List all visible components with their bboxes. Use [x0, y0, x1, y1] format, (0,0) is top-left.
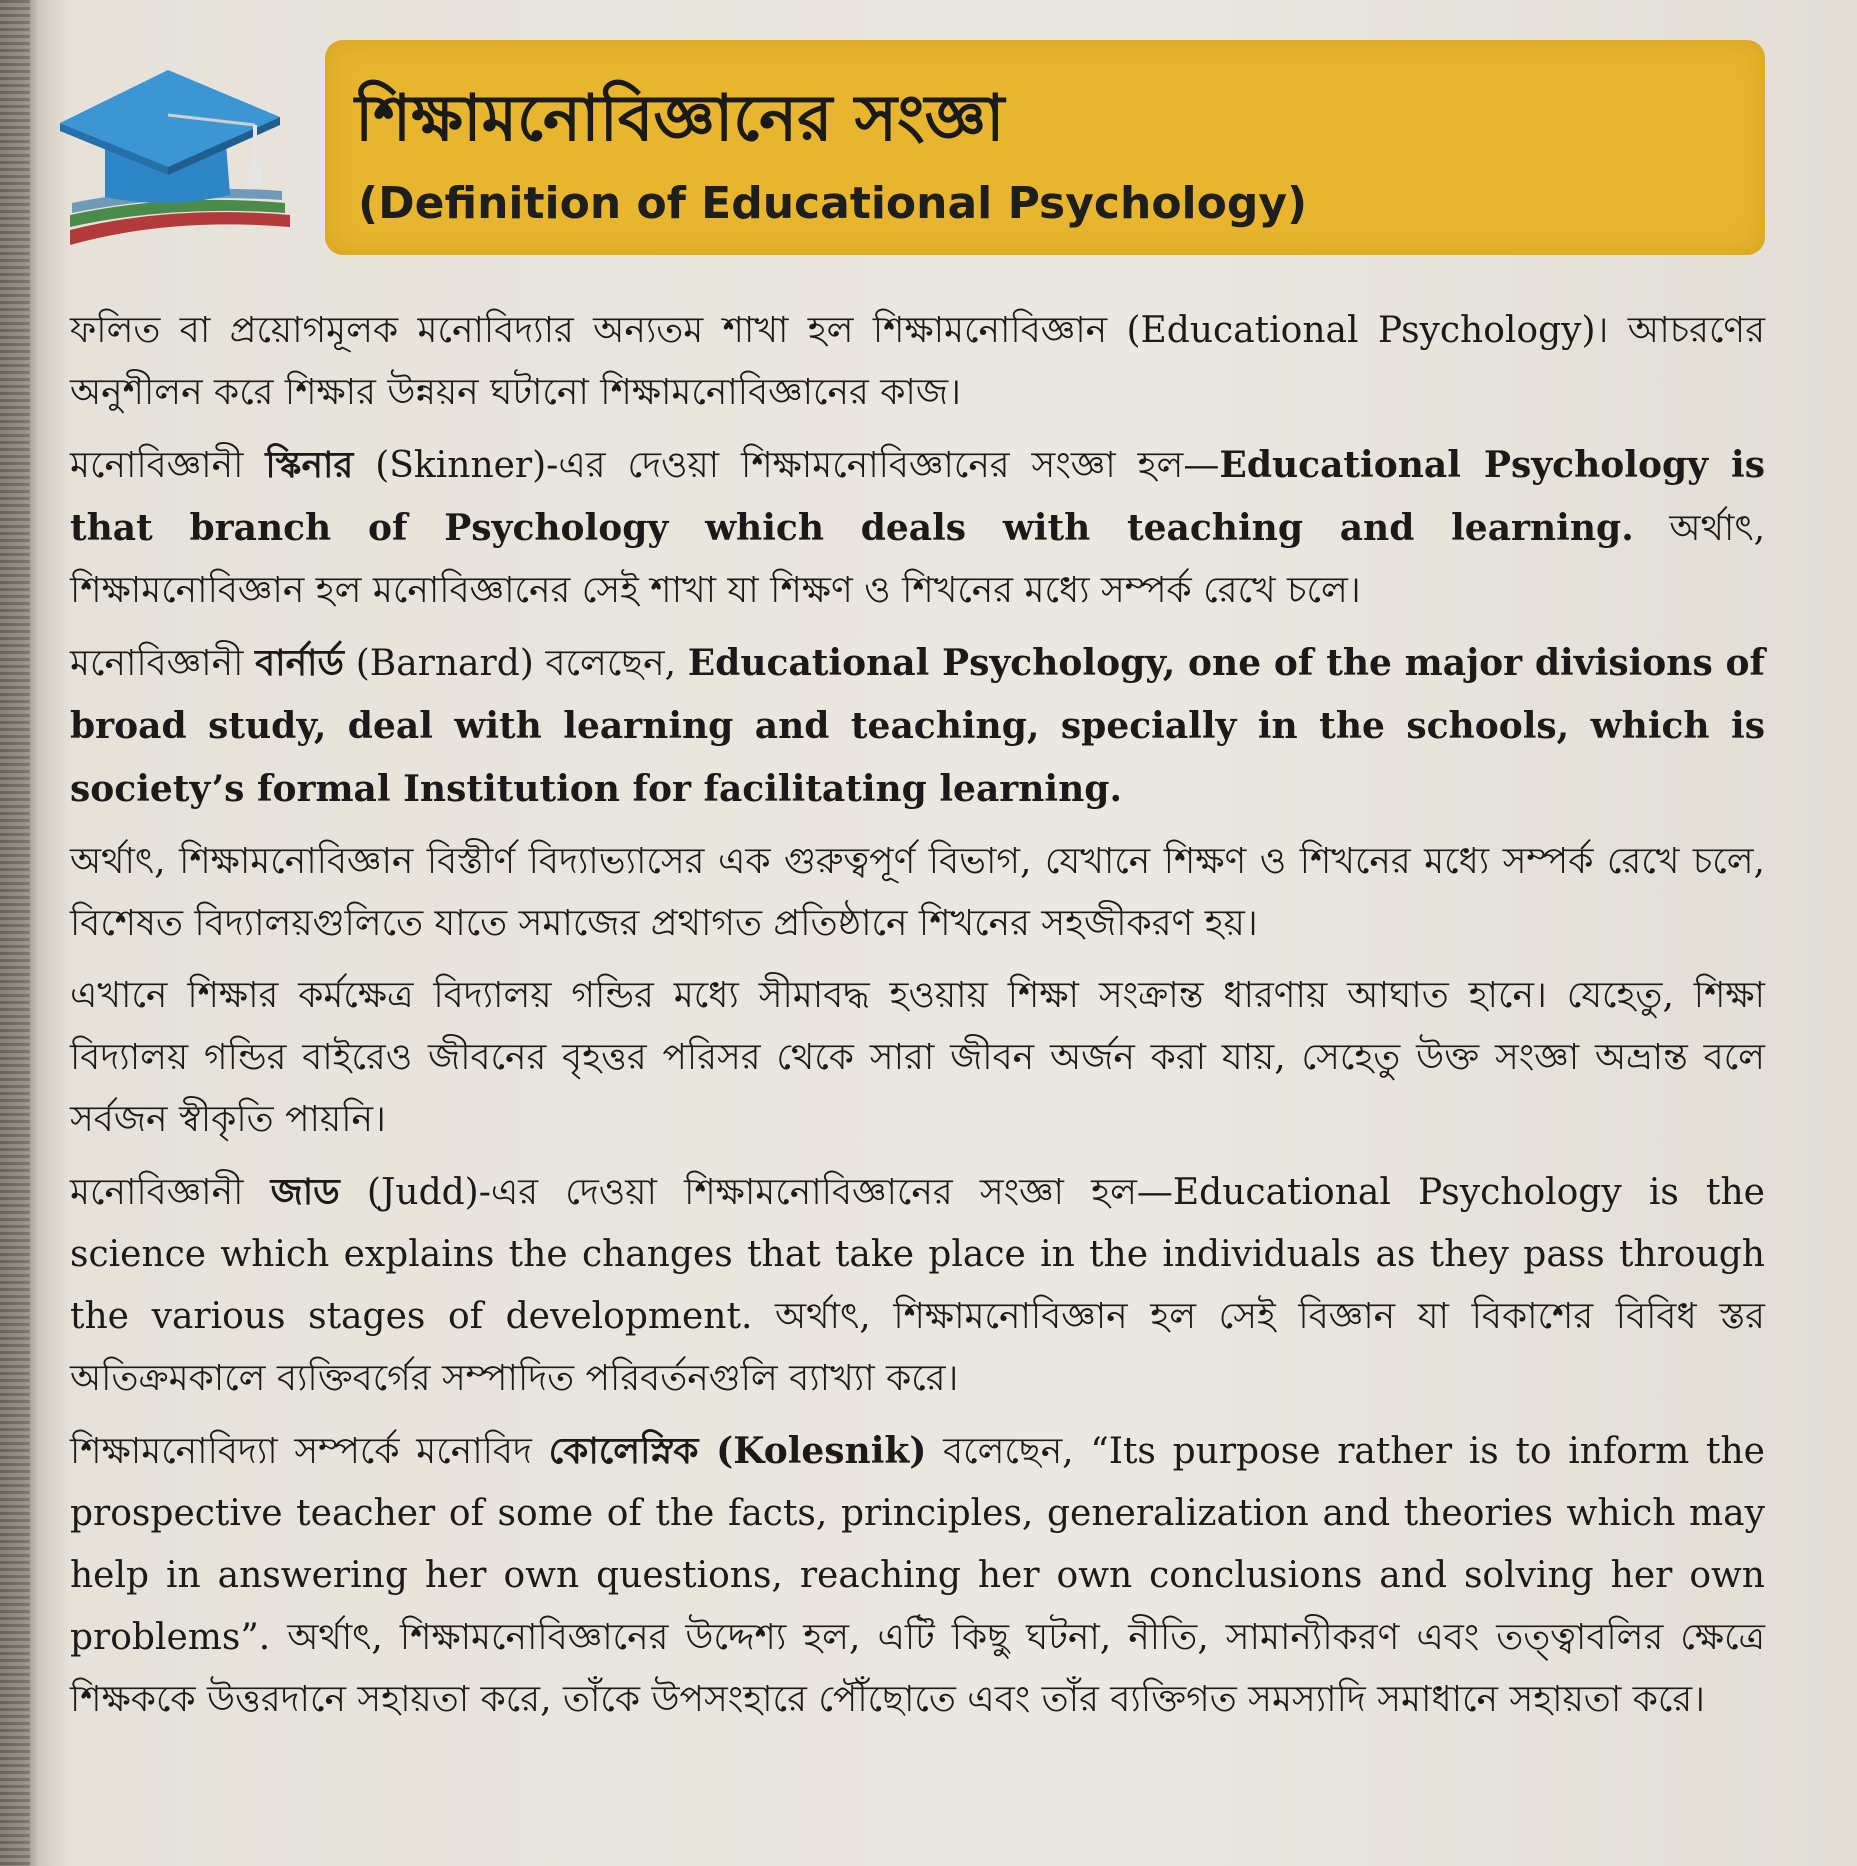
page-title: শিক্ষামনোবিজ্ঞানের সংজ্ঞা	[355, 82, 1005, 156]
text-run: মনোবিজ্ঞানী	[70, 1172, 271, 1213]
text-run: (Judd)-এর দেওয়া শিক্ষামনোবিজ্ঞানের সংজ্ঞা হল—	[339, 1172, 1173, 1213]
paragraph-critique: এখানে শিক্ষার কর্মক্ষেত্র বিদ্যালয় গন্ডির মধ্যে সীমাবদ্ধ হওয়ায় শিক্ষা সংক্রান্ত ধারণায় আঘাত হানে। যেহেতু, শিক্ষা বিদ্যালয় গন্ডির বাইরেও জীবনের বৃহত্তর পরিসর থেকে সারা জীবন অর্জন করা যায়, সেহেতু উক্ত সংজ্ঞা অভ্রান্ত বলে সর্বজন স্বীকৃতি পায়নি।	[70, 975, 1765, 1140]
paragraph-skinner	[70, 434, 1765, 622]
definition-quote: “Its purpose rather is to inform the prospective teacher of some of the facts, principles, generalization and theories which may help in answering her own questions, reaching her own conclusions and solving her own problems”.	[70, 1431, 1765, 1658]
text-run: অর্থাৎ, শিক্ষামনোবিজ্ঞান হল সেই বিজ্ঞান যা বিকাশের বিবিধ স্তর অতিক্রমকালে ব্যক্তিবর্গের সম্পাদিত পরিবর্তনগুলি ব্যাখ্যা করে।	[70, 1296, 1765, 1399]
text-run: (Barnard) বলেছেন,	[344, 643, 688, 684]
author-name: স্কিনার	[265, 444, 354, 486]
page-subtitle: (Definition of Educational Psychology)	[358, 178, 1308, 229]
text-run: অর্থাৎ, শিক্ষামনোবিজ্ঞানের উদ্দেশ্য হল, এটি কিছু ঘটনা, নীতি, সামান্যীকরণ এবং তত্ত্বাবলির ক্ষেত্রে শিক্ষককে উত্তরদানে সহায়তা করে, তাঁকে উপসংহারে পৌঁছোতে এবং তাঁর ব্যক্তিগত সমস্যাদি সমাধানে সহায়তা করে।	[70, 1617, 1765, 1720]
author-name: বার্নার্ড	[255, 642, 344, 684]
graduation-cap-icon	[60, 55, 290, 265]
text-run: মনোবিজ্ঞানী	[70, 445, 266, 486]
paragraph-kolesnik	[70, 1420, 1765, 1731]
text-run: বলেছেন,	[926, 1431, 1091, 1472]
text-run: শিক্ষামনোবিদ্যা সম্পর্কে মনোবিদ	[70, 1431, 549, 1472]
author-name: জাড	[270, 1171, 340, 1213]
body-text	[70, 300, 1765, 1741]
paragraph-judd	[70, 1161, 1765, 1410]
text-run: (Skinner)-এর দেওয়া শিক্ষামনোবিজ্ঞানের সংজ্ঞা হল—	[353, 445, 1220, 486]
definition-quote: Educational Psychology is the science which explains the changes that take place in the individuals as they pass through the various stages of development.	[70, 1172, 1765, 1337]
definition-quote: Educational Psychology is that branch of Psychology which deals with teaching and learning.	[70, 444, 1766, 549]
paragraph-intro: ফলিত বা প্রয়োগমূলক মনোবিদ্যার অন্যতম শাখা হল শিক্ষামনোবিজ্ঞান (Educational Psychology)। আচরণের অনুশীলন করে শিক্ষার উন্নয়ন ঘটানো শিক্ষামনোবিজ্ঞানের কাজ।	[70, 310, 1765, 413]
author-name: কোলেস্নিক (Kolesnik)	[548, 1430, 927, 1472]
text-run: অর্থাৎ, শিক্ষামনোবিজ্ঞান হল মনোবিজ্ঞানের সেই শাখা যা শিক্ষণ ও শিখনের মধ্যে সম্পর্ক রেখে চলে।	[70, 508, 1766, 611]
definition-quote: Educational Psychology, one of the major divisions of broad study, deal with learning and teaching, specially in the schools, which is society’s formal Institution for facilitating learning.	[70, 642, 1765, 810]
text-run: মনোবিজ্ঞানী	[70, 643, 256, 684]
paragraph-barnard	[70, 632, 1765, 821]
paragraph-barnard-explanation: অর্থাৎ, শিক্ষামনোবিজ্ঞান বিস্তীর্ণ বিদ্যাভ্যাসের এক গুরুত্বপূর্ণ বিভাগ, যেখানে শিক্ষণ ও শিখনের মধ্যে সম্পর্ক রেখে চলে, বিশেষত বিদ্যালয়গুলিতে যাতে সমাজের প্রথাগত প্রতিষ্ঠানে শিখনের সহজীকরণ হয়।	[70, 841, 1765, 944]
book-binding-edge	[0, 0, 30, 1866]
